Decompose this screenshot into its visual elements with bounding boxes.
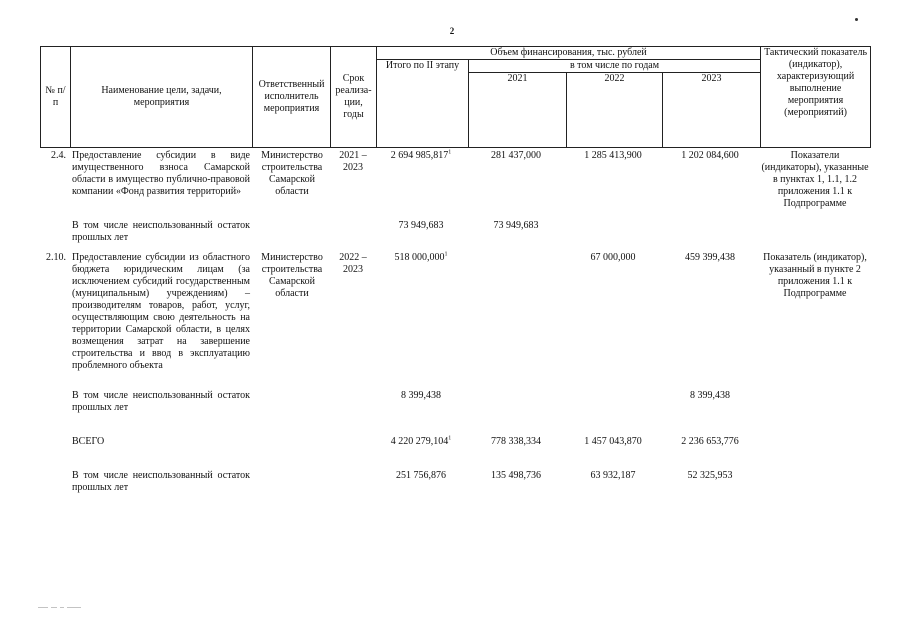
row-2023: 52 325,953 bbox=[687, 470, 733, 481]
page-number: 2 bbox=[449, 26, 455, 36]
row-num: 2.4. bbox=[51, 150, 66, 161]
row-term: 2021 – 2023 bbox=[339, 150, 367, 173]
header-year-2021: 2021 bbox=[469, 73, 567, 148]
header-num: № п/п bbox=[41, 47, 71, 148]
header-year-2023: 2023 bbox=[663, 73, 761, 148]
row-2022: 63 932,187 bbox=[590, 470, 636, 481]
header-year-2022: 2022 bbox=[567, 73, 663, 148]
row-name: ВСЕГО bbox=[72, 436, 105, 447]
row-2021: 73 949,683 bbox=[493, 220, 539, 231]
scan-dot bbox=[855, 18, 858, 21]
header-total: Итого по II этапу bbox=[377, 60, 469, 148]
row-indicator: Показатель (индикатор), указанный в пункте 2 приложения 1.1 к Подпрограмме bbox=[763, 252, 867, 299]
row-total: 8 399,438 bbox=[401, 390, 441, 401]
row-total: 2 694 985,817$^1$ bbox=[390, 149, 452, 161]
row-term: 2022 – 2023 bbox=[339, 252, 367, 275]
row-2022: 1 457 043,870 bbox=[584, 436, 642, 447]
row-2022: 67 000,000 bbox=[590, 252, 636, 263]
row-name: В том числе неиспользованный остаток прошлых лет bbox=[72, 220, 250, 243]
header-by-years: в том числе по годам bbox=[469, 60, 761, 73]
row-executor: Министерство строительства Самарской области bbox=[261, 252, 323, 299]
row-total: 251 756,876 bbox=[396, 470, 446, 481]
row-num: 2.10. bbox=[46, 252, 66, 263]
row-total: 518 000,000$^1$ bbox=[394, 251, 448, 263]
header-indicator: Тактический показатель (индикатор), характеризующий выполнение мероприятия (мероприятий) bbox=[761, 47, 871, 148]
row-name: В том числе неиспользованный остаток прошлых лет bbox=[72, 390, 250, 413]
footnote-mark: 1 bbox=[448, 149, 452, 156]
scan-artifact bbox=[38, 598, 98, 606]
row-2021: 778 338,334 bbox=[491, 436, 541, 447]
header-term: Срок реализа-ции, годы bbox=[331, 47, 377, 148]
row-executor: Министерство строительства Самарской области bbox=[261, 150, 323, 197]
footnote-mark: 1 bbox=[448, 435, 452, 442]
row-name: В том числе неиспользованный остаток прошлых лет bbox=[72, 470, 250, 493]
row-2023: 459 399,438 bbox=[685, 252, 735, 263]
row-2023: 2 236 653,776 bbox=[681, 436, 739, 447]
row-2023: 8 399,438 bbox=[690, 390, 730, 401]
row-2022: 1 285 413,900 bbox=[584, 150, 642, 161]
row-2021: 135 498,736 bbox=[491, 470, 541, 481]
row-total: 73 949,683 bbox=[398, 220, 444, 231]
row-name: Предоставление субсидии в виде имущественного взноса Самарской области в имущество публично-правовой компании «Фонд развития территорий» bbox=[72, 150, 250, 197]
header-financing: Объем финансирования, тыс. рублей bbox=[377, 47, 761, 60]
footnote-mark: 1 bbox=[444, 251, 448, 258]
row-total: 4 220 279,104$^1$ bbox=[390, 435, 452, 447]
table-header bbox=[40, 46, 871, 148]
row-name: Предоставление субсидии из областного бюджета юридическим лицам (за исключением субсидий государственным (муниципальным) учреждениям) – производителям товаров, работ, услуг, осуществляющим свою деятельность на территории Самарской области, в целях возмещения затрат на завершение строительства и ввод в эксплуатацию проблемного объекта bbox=[72, 252, 250, 371]
header-executor: Ответственный исполнитель мероприятия bbox=[253, 47, 331, 148]
row-2021: 281 437,000 bbox=[491, 150, 541, 161]
row-indicator: Показатели (индикаторы), указанные в пунктах 1, 1.1, 1.2 приложения 1.1 к Подпрограмме bbox=[761, 150, 869, 209]
header-name: Наименование цели, задачи, мероприятия bbox=[71, 47, 253, 148]
row-2023: 1 202 084,600 bbox=[681, 150, 739, 161]
